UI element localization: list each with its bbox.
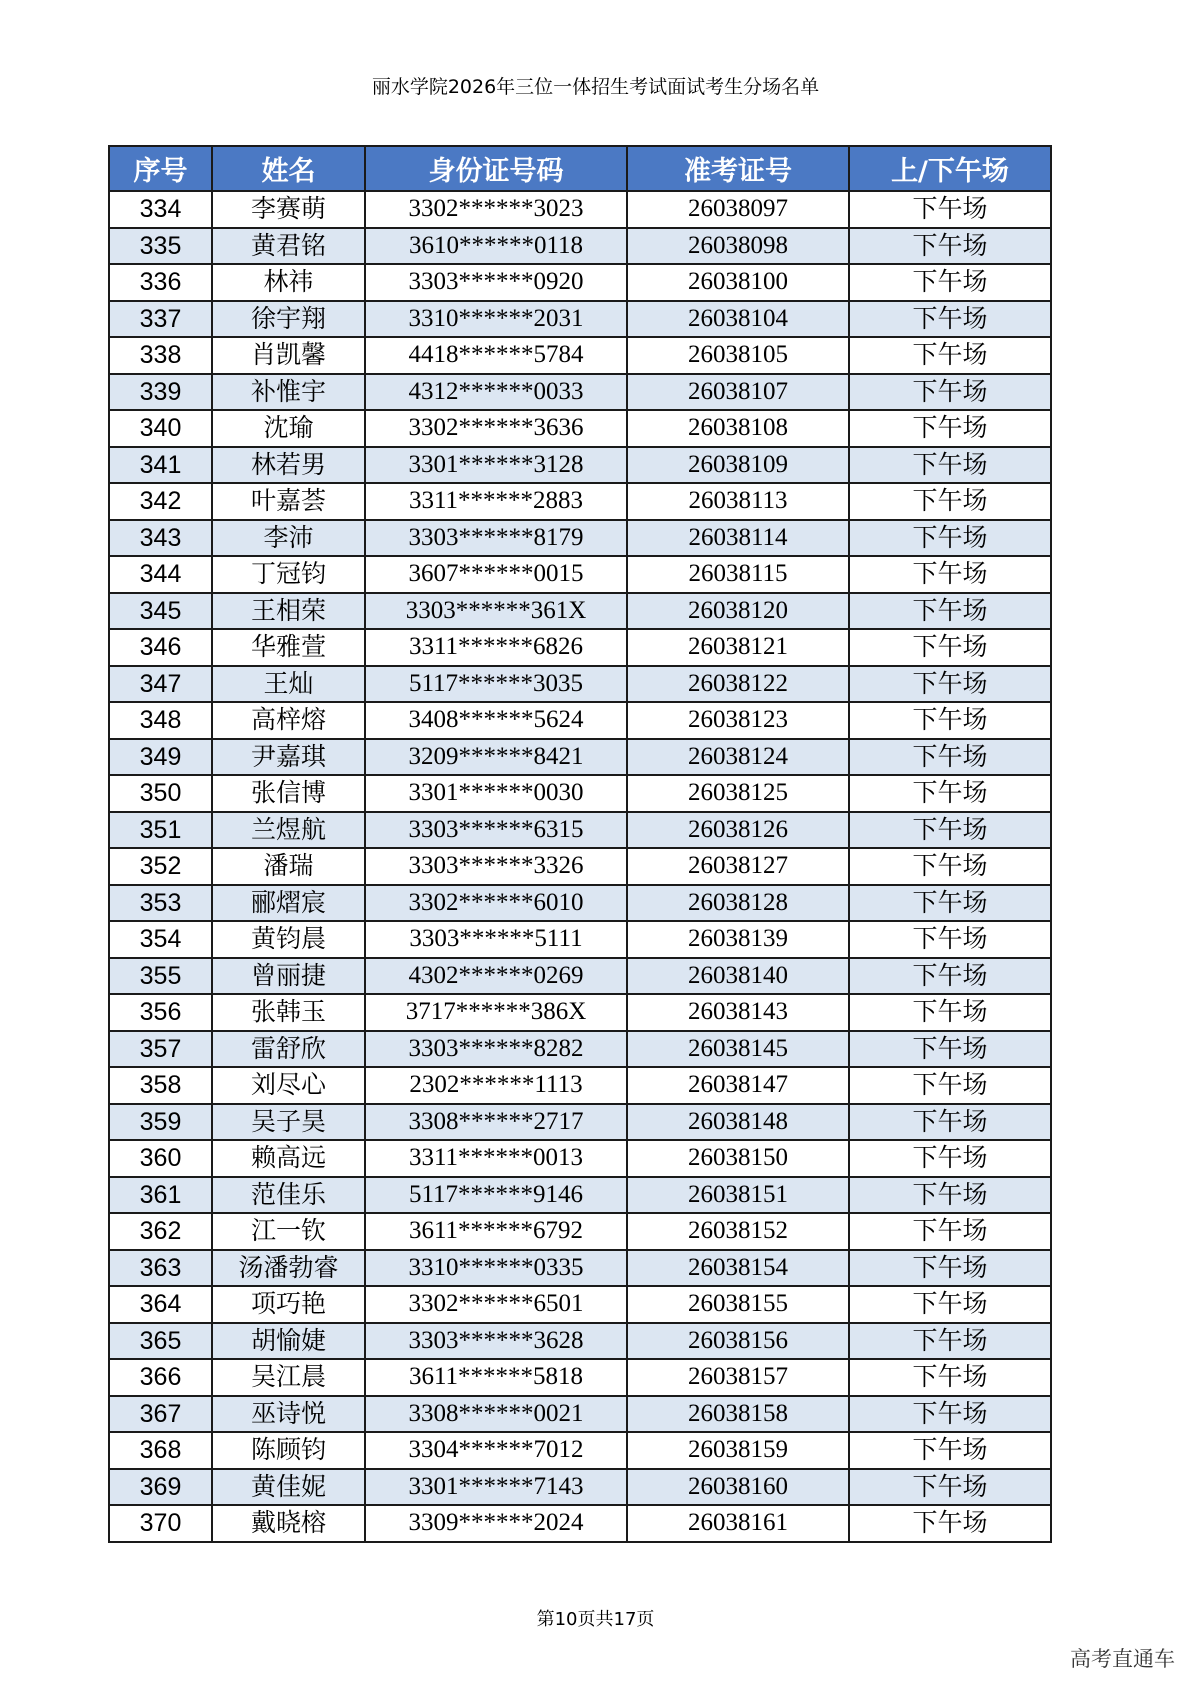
cell-exam-number: 26038107 [627, 374, 849, 411]
cell-session: 下午场 [849, 593, 1051, 630]
cell-exam-number: 26038100 [627, 264, 849, 301]
cell-exam-number: 26038140 [627, 958, 849, 995]
cell-name: 郦熠宸 [212, 885, 365, 922]
cell-name: 项巧艳 [212, 1286, 365, 1323]
header-exam-number: 准考证号 [627, 146, 849, 191]
cell-id-number: 4418******5784 [365, 337, 627, 374]
table-row [109, 812, 1051, 849]
cell-seq: 355 [109, 958, 212, 995]
cell-name: 汤潘勃睿 [212, 1250, 365, 1287]
cell-seq: 363 [109, 1250, 212, 1287]
cell-exam-number: 26038124 [627, 739, 849, 776]
table-row [109, 593, 1051, 630]
cell-exam-number: 26038109 [627, 447, 849, 484]
table-row [109, 739, 1051, 776]
cell-exam-number: 26038152 [627, 1213, 849, 1250]
cell-seq: 358 [109, 1067, 212, 1104]
cell-seq: 344 [109, 556, 212, 593]
cell-name: 刘尽心 [212, 1067, 365, 1104]
table-row [109, 228, 1051, 265]
cell-seq: 354 [109, 921, 212, 958]
cell-session: 下午场 [849, 958, 1051, 995]
candidate-table [108, 145, 1052, 1543]
cell-id-number: 3607******0015 [365, 556, 627, 593]
cell-name: 胡愉婕 [212, 1323, 365, 1360]
cell-session: 下午场 [849, 1469, 1051, 1506]
document-title: 丽水学院2026年三位一体招生考试面试考生分场名单 [371, 76, 820, 98]
cell-exam-number: 26038122 [627, 666, 849, 703]
cell-session: 下午场 [849, 1359, 1051, 1396]
table-row [109, 410, 1051, 447]
cell-exam-number: 26038161 [627, 1505, 849, 1542]
cell-seq: 364 [109, 1286, 212, 1323]
cell-session: 下午场 [849, 666, 1051, 703]
table-row [109, 1469, 1051, 1506]
cell-id-number: 3308******2717 [365, 1104, 627, 1141]
table-row [109, 958, 1051, 995]
cell-seq: 370 [109, 1505, 212, 1542]
cell-session: 下午场 [849, 1323, 1051, 1360]
cell-id-number: 3301******0030 [365, 775, 627, 812]
cell-exam-number: 26038157 [627, 1359, 849, 1396]
cell-exam-number: 26038145 [627, 1031, 849, 1068]
cell-session: 下午场 [849, 1104, 1051, 1141]
cell-id-number: 3303******361X [365, 593, 627, 630]
cell-seq: 339 [109, 374, 212, 411]
table-row [109, 775, 1051, 812]
table-row [109, 1359, 1051, 1396]
cell-session: 下午场 [849, 1213, 1051, 1250]
cell-name: 潘瑞 [212, 848, 365, 885]
cell-seq: 369 [109, 1469, 212, 1506]
cell-exam-number: 26038113 [627, 483, 849, 520]
cell-name: 叶嘉荟 [212, 483, 365, 520]
cell-name: 雷舒欣 [212, 1031, 365, 1068]
cell-id-number: 3302******3023 [365, 191, 627, 228]
cell-seq: 359 [109, 1104, 212, 1141]
cell-id-number: 3302******6501 [365, 1286, 627, 1323]
table-row [109, 848, 1051, 885]
cell-seq: 348 [109, 702, 212, 739]
table-row [109, 483, 1051, 520]
cell-exam-number: 26038098 [627, 228, 849, 265]
cell-exam-number: 26038115 [627, 556, 849, 593]
table-row [109, 1140, 1051, 1177]
cell-id-number: 5117******3035 [365, 666, 627, 703]
cell-seq: 345 [109, 593, 212, 630]
cell-seq: 346 [109, 629, 212, 666]
cell-session: 下午场 [849, 1031, 1051, 1068]
table-row [109, 301, 1051, 338]
cell-id-number: 3303******8282 [365, 1031, 627, 1068]
cell-name: 曾丽捷 [212, 958, 365, 995]
cell-exam-number: 26038159 [627, 1432, 849, 1469]
cell-name: 戴晓榕 [212, 1505, 365, 1542]
cell-session: 下午场 [849, 885, 1051, 922]
cell-id-number: 3303******0920 [365, 264, 627, 301]
cell-seq: 342 [109, 483, 212, 520]
cell-session: 下午场 [849, 1396, 1051, 1433]
cell-session: 下午场 [849, 1432, 1051, 1469]
cell-session: 下午场 [849, 374, 1051, 411]
cell-session: 下午场 [849, 191, 1051, 228]
header-seq: 序号 [109, 146, 212, 191]
table-row [109, 1213, 1051, 1250]
cell-exam-number: 26038156 [627, 1323, 849, 1360]
table-row [109, 191, 1051, 228]
cell-session: 下午场 [849, 994, 1051, 1031]
table-header-row [109, 146, 1051, 191]
cell-exam-number: 26038128 [627, 885, 849, 922]
cell-seq: 347 [109, 666, 212, 703]
cell-session: 下午场 [849, 1067, 1051, 1104]
table-body [109, 191, 1051, 1542]
cell-session: 下午场 [849, 1505, 1051, 1542]
table-row [109, 1323, 1051, 1360]
page-number: 第10页共17页 [536, 1609, 655, 1630]
cell-session: 下午场 [849, 483, 1051, 520]
cell-exam-number: 26038127 [627, 848, 849, 885]
table-row [109, 629, 1051, 666]
cell-id-number: 3310******0335 [365, 1250, 627, 1287]
header-session: 上/下午场 [849, 146, 1051, 191]
cell-session: 下午场 [849, 410, 1051, 447]
cell-session: 下午场 [849, 1177, 1051, 1214]
cell-exam-number: 26038158 [627, 1396, 849, 1433]
table-row [109, 337, 1051, 374]
cell-seq: 366 [109, 1359, 212, 1396]
cell-name: 陈顾钧 [212, 1432, 365, 1469]
cell-session: 下午场 [849, 775, 1051, 812]
cell-name: 黄佳妮 [212, 1469, 365, 1506]
cell-exam-number: 26038160 [627, 1469, 849, 1506]
cell-session: 下午场 [849, 1286, 1051, 1323]
cell-seq: 340 [109, 410, 212, 447]
cell-id-number: 3310******2031 [365, 301, 627, 338]
cell-seq: 351 [109, 812, 212, 849]
cell-id-number: 3301******3128 [365, 447, 627, 484]
cell-seq: 341 [109, 447, 212, 484]
cell-seq: 353 [109, 885, 212, 922]
cell-name: 林若男 [212, 447, 365, 484]
table-row [109, 921, 1051, 958]
cell-exam-number: 26038108 [627, 410, 849, 447]
table-row [109, 1250, 1051, 1287]
cell-id-number: 3302******3636 [365, 410, 627, 447]
cell-id-number: 3717******386X [365, 994, 627, 1031]
cell-name: 沈瑜 [212, 410, 365, 447]
cell-exam-number: 26038121 [627, 629, 849, 666]
cell-id-number: 3611******5818 [365, 1359, 627, 1396]
cell-seq: 352 [109, 848, 212, 885]
cell-session: 下午场 [849, 739, 1051, 776]
cell-exam-number: 26038120 [627, 593, 849, 630]
cell-seq: 356 [109, 994, 212, 1031]
cell-name: 兰煜航 [212, 812, 365, 849]
cell-seq: 367 [109, 1396, 212, 1433]
cell-name: 林祎 [212, 264, 365, 301]
table-row [109, 666, 1051, 703]
cell-seq: 334 [109, 191, 212, 228]
cell-exam-number: 26038125 [627, 775, 849, 812]
cell-id-number: 3301******7143 [365, 1469, 627, 1506]
cell-exam-number: 26038151 [627, 1177, 849, 1214]
cell-name: 黄君铭 [212, 228, 365, 265]
cell-name: 丁冠钧 [212, 556, 365, 593]
cell-session: 下午场 [849, 1250, 1051, 1287]
cell-id-number: 4302******0269 [365, 958, 627, 995]
cell-seq: 362 [109, 1213, 212, 1250]
cell-id-number: 3303******8179 [365, 520, 627, 557]
cell-name: 补惟宇 [212, 374, 365, 411]
table-row [109, 520, 1051, 557]
cell-id-number: 3304******7012 [365, 1432, 627, 1469]
cell-session: 下午场 [849, 702, 1051, 739]
cell-seq: 338 [109, 337, 212, 374]
header-name: 姓名 [212, 146, 365, 191]
cell-exam-number: 26038150 [627, 1140, 849, 1177]
watermark: 高考直通车 [1070, 1647, 1175, 1671]
cell-id-number: 3610******0118 [365, 228, 627, 265]
cell-id-number: 3303******6315 [365, 812, 627, 849]
cell-seq: 357 [109, 1031, 212, 1068]
cell-id-number: 2302******1113 [365, 1067, 627, 1104]
cell-name: 张信博 [212, 775, 365, 812]
table-row [109, 447, 1051, 484]
cell-exam-number: 26038154 [627, 1250, 849, 1287]
cell-seq: 360 [109, 1140, 212, 1177]
cell-session: 下午场 [849, 301, 1051, 338]
table-row [109, 1031, 1051, 1068]
cell-name: 吴江晨 [212, 1359, 365, 1396]
table-row [109, 885, 1051, 922]
cell-name: 王相荣 [212, 593, 365, 630]
cell-name: 范佳乐 [212, 1177, 365, 1214]
cell-name: 华雅萱 [212, 629, 365, 666]
cell-session: 下午场 [849, 520, 1051, 557]
cell-name: 徐宇翔 [212, 301, 365, 338]
table-row [109, 994, 1051, 1031]
cell-id-number: 3303******5111 [365, 921, 627, 958]
cell-name: 肖凯馨 [212, 337, 365, 374]
table-row [109, 1104, 1051, 1141]
table-row [109, 1432, 1051, 1469]
cell-name: 尹嘉琪 [212, 739, 365, 776]
cell-seq: 337 [109, 301, 212, 338]
table-row [109, 1505, 1051, 1542]
table-row [109, 1067, 1051, 1104]
cell-name: 江一钦 [212, 1213, 365, 1250]
table-row [109, 264, 1051, 301]
cell-name: 李赛萌 [212, 191, 365, 228]
cell-id-number: 3303******3628 [365, 1323, 627, 1360]
cell-exam-number: 26038139 [627, 921, 849, 958]
cell-session: 下午场 [849, 812, 1051, 849]
cell-name: 王灿 [212, 666, 365, 703]
cell-session: 下午场 [849, 556, 1051, 593]
cell-name: 赖高远 [212, 1140, 365, 1177]
cell-session: 下午场 [849, 1140, 1051, 1177]
cell-exam-number: 26038148 [627, 1104, 849, 1141]
cell-name: 吴子昊 [212, 1104, 365, 1141]
cell-session: 下午场 [849, 228, 1051, 265]
cell-session: 下午场 [849, 921, 1051, 958]
cell-session: 下午场 [849, 629, 1051, 666]
cell-id-number: 5117******9146 [365, 1177, 627, 1214]
cell-name: 黄钧晨 [212, 921, 365, 958]
cell-exam-number: 26038155 [627, 1286, 849, 1323]
cell-exam-number: 26038126 [627, 812, 849, 849]
cell-id-number: 3308******0021 [365, 1396, 627, 1433]
cell-seq: 368 [109, 1432, 212, 1469]
table-row [109, 556, 1051, 593]
cell-name: 巫诗悦 [212, 1396, 365, 1433]
cell-exam-number: 26038123 [627, 702, 849, 739]
cell-exam-number: 26038114 [627, 520, 849, 557]
cell-seq: 365 [109, 1323, 212, 1360]
cell-id-number: 3309******2024 [365, 1505, 627, 1542]
table-row [109, 374, 1051, 411]
cell-session: 下午场 [849, 337, 1051, 374]
table-row [109, 1396, 1051, 1433]
cell-session: 下午场 [849, 848, 1051, 885]
cell-name: 张韩玉 [212, 994, 365, 1031]
cell-id-number: 3302******6010 [365, 885, 627, 922]
cell-seq: 361 [109, 1177, 212, 1214]
cell-id-number: 3311******6826 [365, 629, 627, 666]
cell-id-number: 3209******8421 [365, 739, 627, 776]
table-row [109, 702, 1051, 739]
header-id-number: 身份证号码 [365, 146, 627, 191]
cell-seq: 349 [109, 739, 212, 776]
cell-id-number: 3303******3326 [365, 848, 627, 885]
cell-name: 李沛 [212, 520, 365, 557]
cell-session: 下午场 [849, 447, 1051, 484]
cell-id-number: 4312******0033 [365, 374, 627, 411]
cell-id-number: 3408******5624 [365, 702, 627, 739]
cell-session: 下午场 [849, 264, 1051, 301]
cell-id-number: 3311******2883 [365, 483, 627, 520]
cell-exam-number: 26038097 [627, 191, 849, 228]
cell-exam-number: 26038147 [627, 1067, 849, 1104]
cell-id-number: 3311******0013 [365, 1140, 627, 1177]
cell-exam-number: 26038143 [627, 994, 849, 1031]
table-row [109, 1177, 1051, 1214]
cell-seq: 336 [109, 264, 212, 301]
cell-exam-number: 26038104 [627, 301, 849, 338]
cell-seq: 350 [109, 775, 212, 812]
cell-seq: 343 [109, 520, 212, 557]
table-row [109, 1286, 1051, 1323]
cell-seq: 335 [109, 228, 212, 265]
cell-id-number: 3611******6792 [365, 1213, 627, 1250]
cell-exam-number: 26038105 [627, 337, 849, 374]
cell-name: 高梓熔 [212, 702, 365, 739]
